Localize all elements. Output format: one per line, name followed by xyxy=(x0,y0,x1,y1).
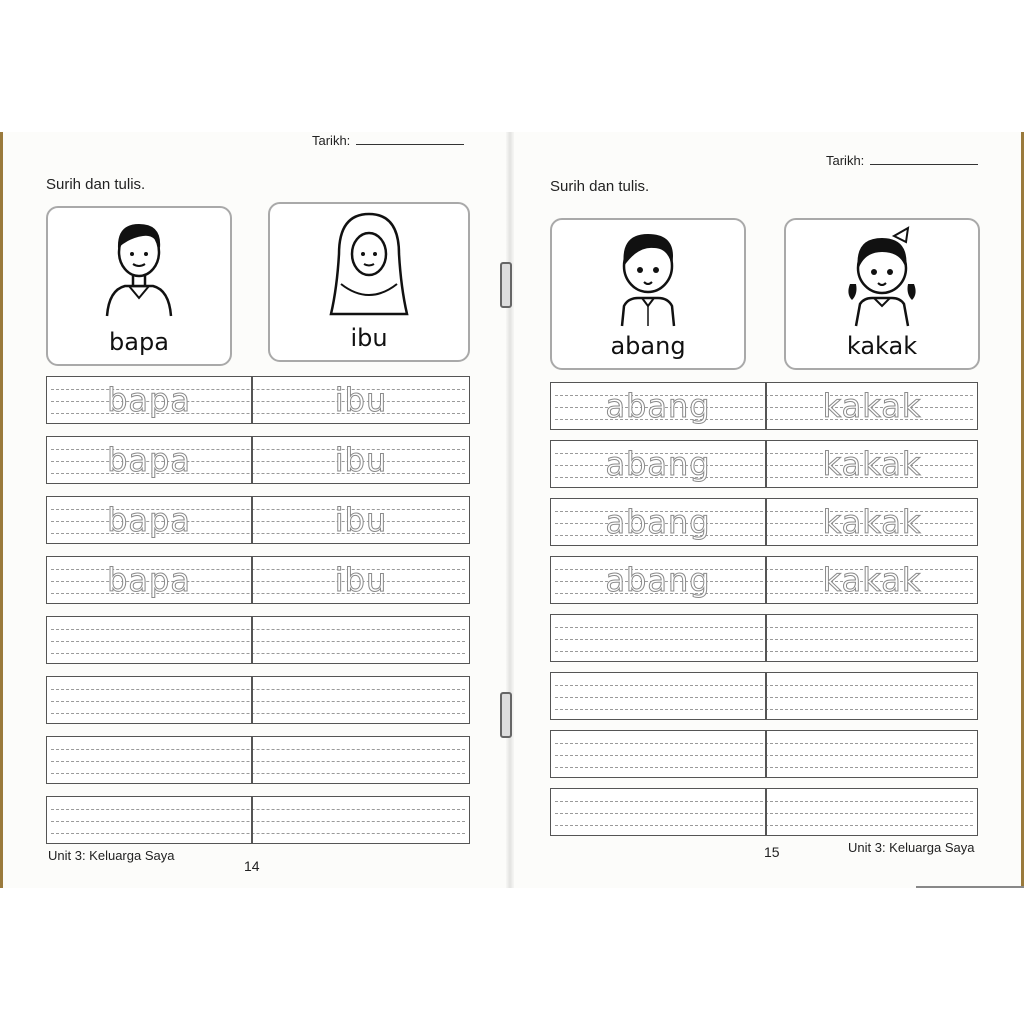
trace-row[interactable] xyxy=(46,436,470,484)
date-field xyxy=(826,152,978,168)
card-label: kakak xyxy=(846,332,918,360)
guide-line xyxy=(51,773,465,774)
footer-unit: Unit 3: Keluarga Saya xyxy=(848,840,975,855)
blank-row[interactable] xyxy=(550,672,978,720)
blank-row[interactable] xyxy=(46,796,470,844)
trace-word: ibu xyxy=(334,561,388,599)
trace-word: ibu xyxy=(334,441,388,479)
trace-row[interactable] xyxy=(550,498,978,546)
guide-line xyxy=(555,755,973,756)
column-divider xyxy=(765,789,767,835)
guide-line xyxy=(555,685,973,686)
blank-row[interactable] xyxy=(550,614,978,662)
column-divider xyxy=(765,673,767,719)
date-label: Tarikh: xyxy=(312,133,351,148)
trace-word: kakak xyxy=(822,387,922,425)
card-ibu xyxy=(268,202,470,362)
guide-line xyxy=(51,821,465,822)
guide-line xyxy=(51,833,465,834)
blank-row[interactable] xyxy=(550,788,978,836)
card-kakak xyxy=(784,218,980,370)
trace-word: bapa xyxy=(107,501,191,539)
column-divider xyxy=(251,737,253,783)
date-line[interactable] xyxy=(356,132,464,145)
column-divider xyxy=(251,617,253,663)
girl-icon xyxy=(842,226,922,328)
trace-row[interactable] xyxy=(46,556,470,604)
staple-top xyxy=(500,262,512,308)
book-edge-left xyxy=(0,132,3,888)
book-gutter xyxy=(506,132,514,888)
trace-word: abang xyxy=(605,445,711,483)
column-divider xyxy=(765,615,767,661)
guide-line xyxy=(555,825,973,826)
column-divider xyxy=(765,731,767,777)
trace-word: bapa xyxy=(107,561,191,599)
trace-row[interactable] xyxy=(550,440,978,488)
card-label: ibu xyxy=(350,324,388,352)
father-icon xyxy=(99,214,179,318)
guide-line xyxy=(51,629,465,630)
guide-line xyxy=(555,627,973,628)
guide-line xyxy=(51,749,465,750)
instruction-text: Surih dan tulis. xyxy=(46,176,146,193)
mother-hijab-icon xyxy=(327,210,411,316)
trace-row[interactable] xyxy=(46,376,470,424)
guide-line xyxy=(51,701,465,702)
card-label: bapa xyxy=(109,328,169,356)
trace-word: bapa xyxy=(107,441,191,479)
guide-line xyxy=(51,809,465,810)
guide-line xyxy=(555,813,973,814)
trace-word: ibu xyxy=(334,381,388,419)
trace-word: abang xyxy=(605,387,711,425)
boy-icon xyxy=(608,226,688,328)
trace-word: abang xyxy=(605,503,711,541)
guide-line xyxy=(51,713,465,714)
trace-word: ibu xyxy=(334,501,388,539)
trace-word: kakak xyxy=(822,503,922,541)
page-number: 14 xyxy=(244,858,260,874)
blank-row[interactable] xyxy=(550,730,978,778)
guide-line xyxy=(51,641,465,642)
guide-line xyxy=(555,801,973,802)
trace-word: bapa xyxy=(107,381,191,419)
left-page xyxy=(20,132,490,888)
guide-line xyxy=(555,743,973,744)
page-number: 15 xyxy=(764,844,780,860)
staple-bottom xyxy=(500,692,512,738)
guide-line xyxy=(555,651,973,652)
blank-row[interactable] xyxy=(46,676,470,724)
column-divider xyxy=(251,677,253,723)
guide-line xyxy=(51,653,465,654)
card-label: abang xyxy=(610,332,686,360)
guide-line xyxy=(51,689,465,690)
right-page xyxy=(530,132,1000,888)
guide-line xyxy=(51,761,465,762)
trace-row[interactable] xyxy=(550,382,978,430)
guide-line xyxy=(555,767,973,768)
trace-word: abang xyxy=(605,561,711,599)
instruction-text: Surih dan tulis. xyxy=(550,178,650,195)
date-line[interactable] xyxy=(870,152,978,165)
date-field xyxy=(312,132,464,148)
guide-line xyxy=(555,697,973,698)
column-divider xyxy=(251,797,253,843)
card-bapa xyxy=(46,206,232,366)
card-abang xyxy=(550,218,746,370)
guide-line xyxy=(555,639,973,640)
blank-row[interactable] xyxy=(46,736,470,784)
trace-word: kakak xyxy=(822,445,922,483)
blank-row[interactable] xyxy=(46,616,470,664)
guide-line xyxy=(555,709,973,710)
footer-unit: Unit 3: Keluarga Saya xyxy=(48,848,175,863)
trace-row[interactable] xyxy=(550,556,978,604)
trace-word: kakak xyxy=(822,561,922,599)
trace-row[interactable] xyxy=(46,496,470,544)
date-label: Tarikh: xyxy=(826,153,865,168)
